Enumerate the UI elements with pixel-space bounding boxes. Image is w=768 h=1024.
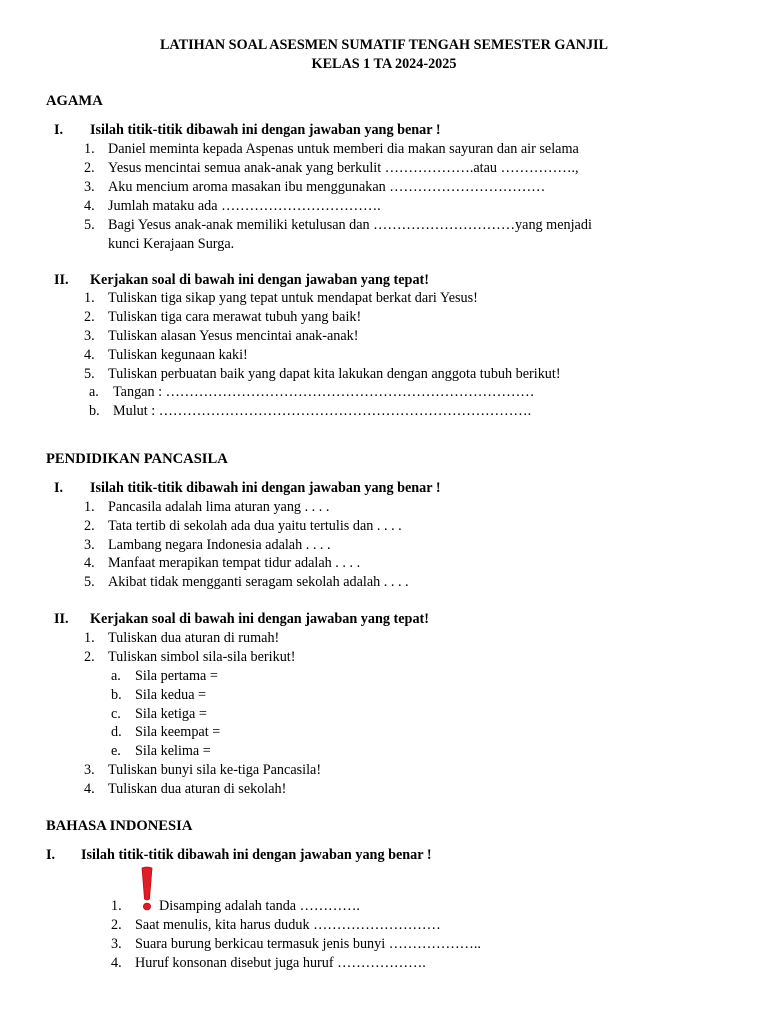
item-text: Disamping adalah tanda …………. [159, 898, 360, 914]
item-number: 1. [111, 898, 122, 914]
list-item [84, 781, 287, 798]
sub-item [111, 724, 221, 741]
item-text: Manfaat merapikan tempat tidur adalah . . . . [108, 555, 361, 571]
sub-item-letter: d. [111, 724, 122, 740]
item-number: 2. [84, 160, 95, 176]
sub-item-letter: e. [111, 743, 121, 759]
item-text: Tuliskan alasan Yesus mencintai anak-anak! [108, 328, 359, 344]
item-text: Tuliskan tiga sikap yang tepat untuk mendapat berkat dari Yesus! [108, 290, 478, 306]
item-number: 3. [84, 762, 95, 778]
agama-part2-header [54, 272, 429, 289]
item-text: Pancasila adalah lima aturan yang . . . . [108, 499, 330, 515]
item-number: 3. [84, 328, 95, 344]
list-item [111, 917, 441, 934]
section-heading-bahasa: BAHASA INDONESIA [46, 818, 193, 834]
sub-item-letter: a. [111, 668, 121, 684]
list-item [84, 309, 362, 326]
sub-item [111, 687, 207, 704]
section-heading-pancasila: PENDIDIKAN PANCASILA [46, 451, 228, 467]
pancasila-part2-header [54, 611, 429, 628]
item-number: 3. [111, 936, 122, 952]
sub-item [111, 743, 211, 760]
item-number: 1. [84, 499, 95, 515]
sub-item-letter: c. [111, 706, 121, 722]
item-number: 1. [84, 630, 95, 646]
part-number: I. [54, 122, 64, 138]
item-text: Tuliskan kegunaan kaki! [108, 347, 248, 363]
item-text: Bagi Yesus anak-anak memiliki ketulusan dan …………………………yang menjadi [108, 217, 592, 233]
part-instruction: Isilah titik-titik dibawah ini dengan jawaban yang benar ! [90, 480, 441, 496]
item-number: 3. [84, 537, 95, 553]
item-text: Akibat tidak mengganti seragam sekolah adalah . . . . [108, 574, 409, 590]
agama-part1-header [54, 122, 441, 139]
sub-item-text: Sila ketiga = [135, 706, 207, 722]
item-number: 2. [84, 649, 95, 665]
list-item [84, 762, 322, 779]
item-number: 2. [111, 917, 122, 933]
item-number: 1. [84, 141, 95, 157]
sub-item-letter: a. [89, 384, 99, 400]
item-text: Huruf konsonan disebut juga huruf ………………. [135, 955, 426, 971]
sub-item [89, 403, 532, 420]
part-number: I. [54, 480, 64, 496]
item-text: Tata tertib di sekolah ada dua yaitu tertulis dan . . . . [108, 518, 402, 534]
sub-item [111, 668, 218, 685]
item-text: Tuliskan simbol sila-sila berikut! [108, 649, 296, 665]
item-number: 5. [84, 217, 95, 233]
item-text: Lambang negara Indonesia adalah . . . . [108, 537, 331, 553]
sub-item-letter: b. [111, 687, 122, 703]
list-item [84, 630, 280, 647]
list-item [84, 290, 478, 307]
part-instruction: Kerjakan soal di bawah ini dengan jawaban yang tepat! [90, 272, 429, 288]
list-item [84, 499, 330, 516]
item-number: 4. [84, 347, 95, 363]
list-item [111, 936, 481, 953]
pancasila-part1-header [54, 480, 441, 497]
item-number: 1. [84, 290, 95, 306]
item-number: 2. [84, 309, 95, 325]
sub-item-text: Mulut : ……………………………………………………………………. [113, 403, 532, 419]
document-title-line1: LATIHAN SOAL ASESMEN SUMATIF TENGAH SEMESTER GANJIL [159, 37, 609, 53]
list-item [84, 574, 409, 591]
list-item [84, 160, 579, 177]
item-number: 4. [84, 781, 95, 797]
list-item [84, 141, 579, 158]
sub-item-text: Tangan : …………………………………………………………………… [113, 384, 535, 400]
item-text: Daniel meminta kepada Aspenas untuk memberi dia makan sayuran dan air selama [108, 141, 579, 157]
item-number: 4. [111, 955, 122, 971]
list-item [84, 537, 331, 554]
list-item [111, 898, 360, 915]
part-number: II. [54, 272, 69, 288]
item-text: Aku mencium aroma masakan ibu menggunakan …………………………… [108, 179, 546, 195]
item-number: 4. [84, 555, 95, 571]
item-text: Tuliskan perbuatan baik yang dapat kita lakukan dengan anggota tubuh berikut! [108, 366, 561, 382]
item-text: Yesus mencintai semua anak-anak yang berkulit ……………….atau ……………., [108, 160, 579, 176]
sub-item-text: Sila kelima = [135, 743, 211, 759]
list-item [84, 366, 561, 383]
item-number: 3. [84, 179, 95, 195]
item-number: 4. [84, 198, 95, 214]
list-item-continuation: kunci Kerajaan Surga. [108, 236, 235, 252]
sub-item-text: Sila pertama = [135, 668, 218, 684]
sub-item-letter: b. [89, 403, 100, 419]
sub-item-text: Sila keempat = [135, 724, 221, 740]
list-item [84, 649, 296, 666]
list-item [84, 518, 402, 535]
part-instruction: Kerjakan soal di bawah ini dengan jawaban yang tepat! [90, 611, 429, 627]
item-number: 5. [84, 366, 95, 382]
sub-item [89, 384, 535, 401]
item-number: 5. [84, 574, 95, 590]
item-text: Tuliskan dua aturan di rumah! [108, 630, 280, 646]
item-text: Suara burung berkicau termasuk jenis bunyi ……………….. [135, 936, 481, 952]
item-text: Tuliskan dua aturan di sekolah! [108, 781, 287, 797]
bahasa-part1-header [46, 847, 432, 864]
item-text: Tuliskan tiga cara merawat tubuh yang baik! [108, 309, 362, 325]
item-number: 2. [84, 518, 95, 534]
part-instruction: Isilah titik-titik dibawah ini dengan jawaban yang benar ! [81, 847, 432, 863]
list-item [84, 217, 592, 234]
list-item [84, 198, 381, 215]
item-text: Saat menulis, kita harus duduk ……………………… [135, 917, 441, 933]
list-item [84, 347, 248, 364]
list-item [84, 555, 361, 572]
list-item [111, 955, 426, 972]
document-title-line2: KELAS 1 TA 2024-2025 [311, 56, 457, 72]
item-text: Tuliskan bunyi sila ke-tiga Pancasila! [108, 762, 322, 778]
section-heading-agama: AGAMA [46, 93, 103, 109]
part-instruction: Isilah titik-titik dibawah ini dengan jawaban yang benar ! [90, 122, 441, 138]
sub-item-text: Sila kedua = [135, 687, 207, 703]
item-text: Jumlah mataku ada ……………………………. [108, 198, 381, 214]
sub-item [111, 706, 207, 723]
list-item [84, 328, 359, 345]
list-item [84, 179, 546, 196]
part-number: I. [46, 847, 56, 863]
part-number: II. [54, 611, 69, 627]
